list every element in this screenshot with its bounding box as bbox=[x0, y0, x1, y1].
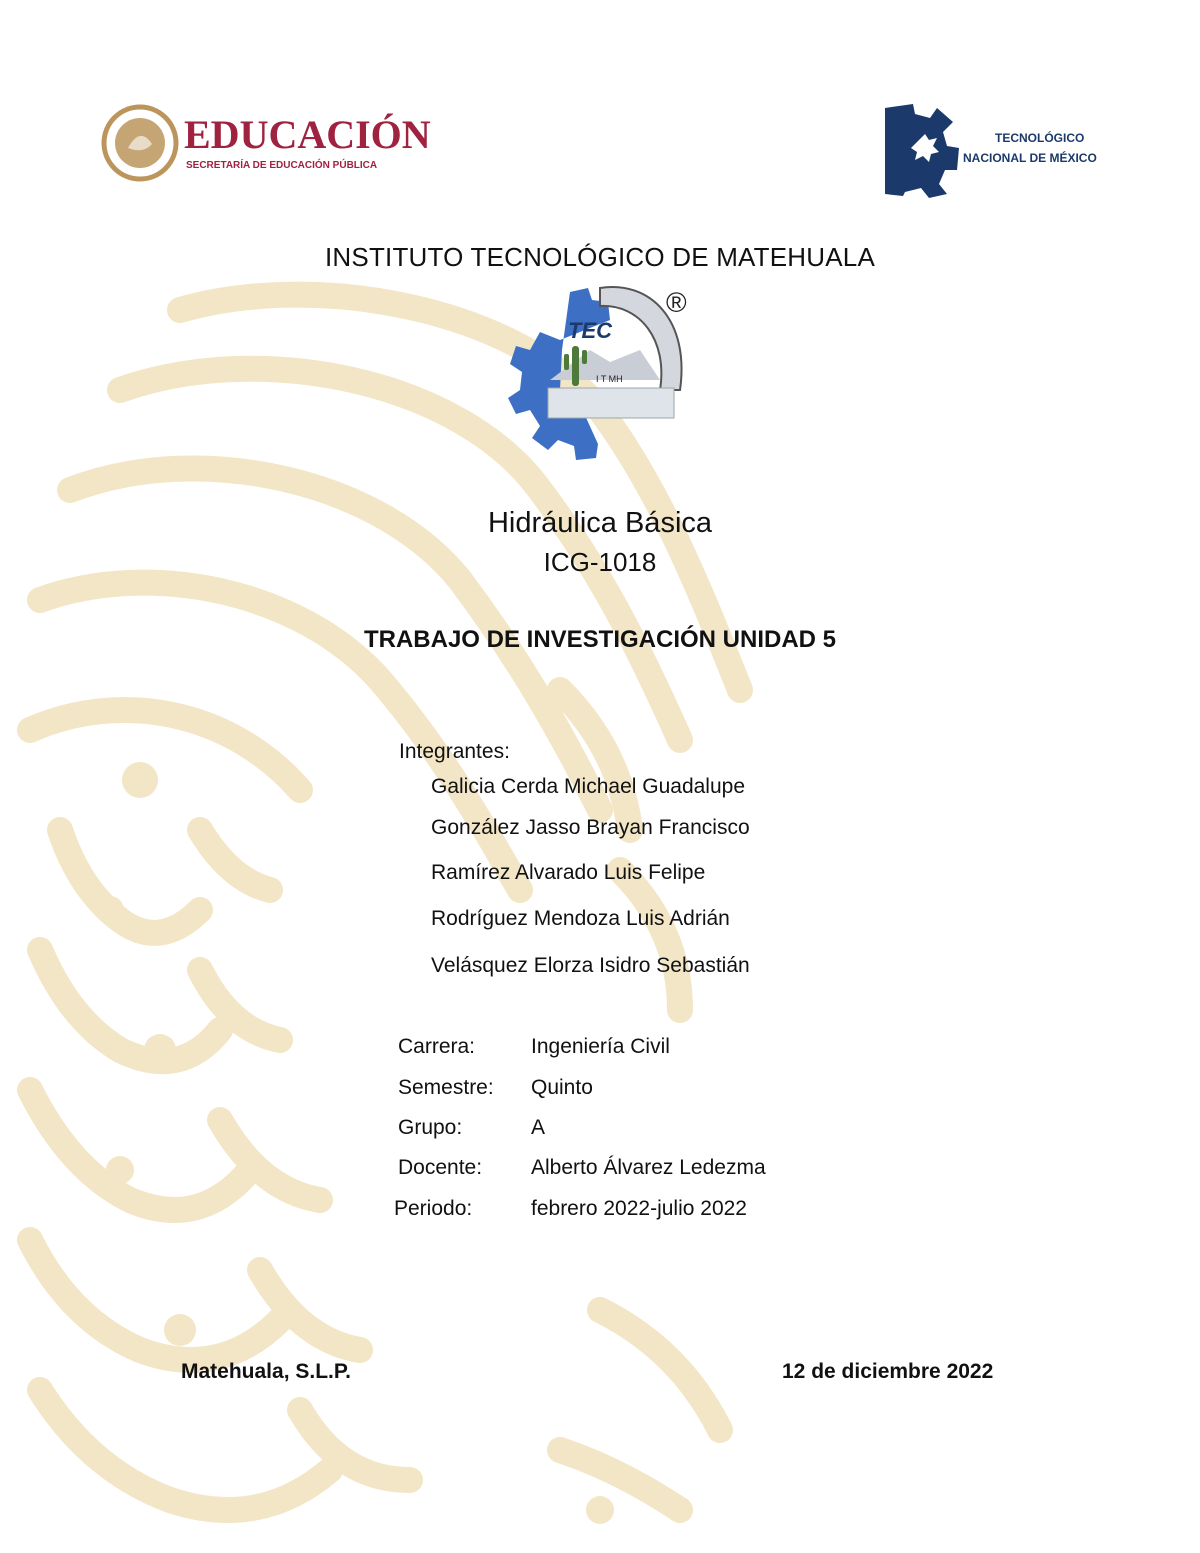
member-name: Rodríguez Mendoza Luis Adrián bbox=[431, 907, 730, 930]
institute-name: INSTITUTO TECNOLÓGICO DE MATEHUALA bbox=[325, 242, 875, 272]
info-value: Alberto Álvarez Ledezma bbox=[531, 1156, 766, 1179]
member-name: Galicia Cerda Michael Guadalupe bbox=[431, 775, 746, 798]
work-title: TRABAJO DE INVESTIGACIÓN UNIDAD 5 bbox=[363, 626, 837, 653]
info-label: Grupo: bbox=[398, 1116, 463, 1139]
info-value: A bbox=[531, 1116, 546, 1139]
sep-sub-text: SECRETARÍA DE EDUCACIÓN PÚBLICA bbox=[186, 160, 378, 171]
sep-educacion-logo bbox=[100, 100, 460, 185]
tecnm-logo bbox=[875, 100, 1135, 200]
footer-city: Matehuala, S.L.P. bbox=[181, 1360, 351, 1383]
mexico-seal-icon bbox=[104, 107, 176, 179]
info-label: Carrera: bbox=[398, 1035, 476, 1058]
info-value: Quinto bbox=[531, 1076, 593, 1099]
info-label: Periodo: bbox=[394, 1197, 473, 1220]
info-value: Ingeniería Civil bbox=[531, 1035, 670, 1058]
info-label: Docente: bbox=[398, 1156, 483, 1179]
member-name: Velásquez Elorza Isidro Sebastián bbox=[431, 954, 750, 977]
sep-main-text: EDUCACIÓN bbox=[184, 112, 431, 157]
member-name: Ramírez Alvarado Luis Felipe bbox=[431, 861, 706, 884]
subject-name: Hidráulica Básica bbox=[487, 507, 713, 539]
itmh-initials-text: I T MH bbox=[596, 374, 623, 384]
info-value: febrero 2022-julio 2022 bbox=[531, 1197, 747, 1220]
subject-code: ICG-1018 bbox=[543, 547, 657, 577]
itmh-gear-icon bbox=[508, 287, 682, 460]
tecnm-gear-icon bbox=[885, 104, 959, 198]
footer-date: 12 de diciembre 2022 bbox=[782, 1360, 994, 1383]
itmh-tec-text: TEC bbox=[568, 318, 612, 343]
registered-mark: ® bbox=[666, 287, 687, 318]
tecnm-line2: NACIONAL DE MÉXICO bbox=[963, 151, 1097, 165]
tecnm-line1: TECNOLÓGICO bbox=[995, 131, 1085, 145]
members-label: Integrantes: bbox=[399, 740, 510, 763]
info-label: Semestre: bbox=[398, 1076, 494, 1099]
member-name: González Jasso Brayan Francisco bbox=[431, 816, 750, 839]
itmh-logo bbox=[500, 280, 710, 465]
